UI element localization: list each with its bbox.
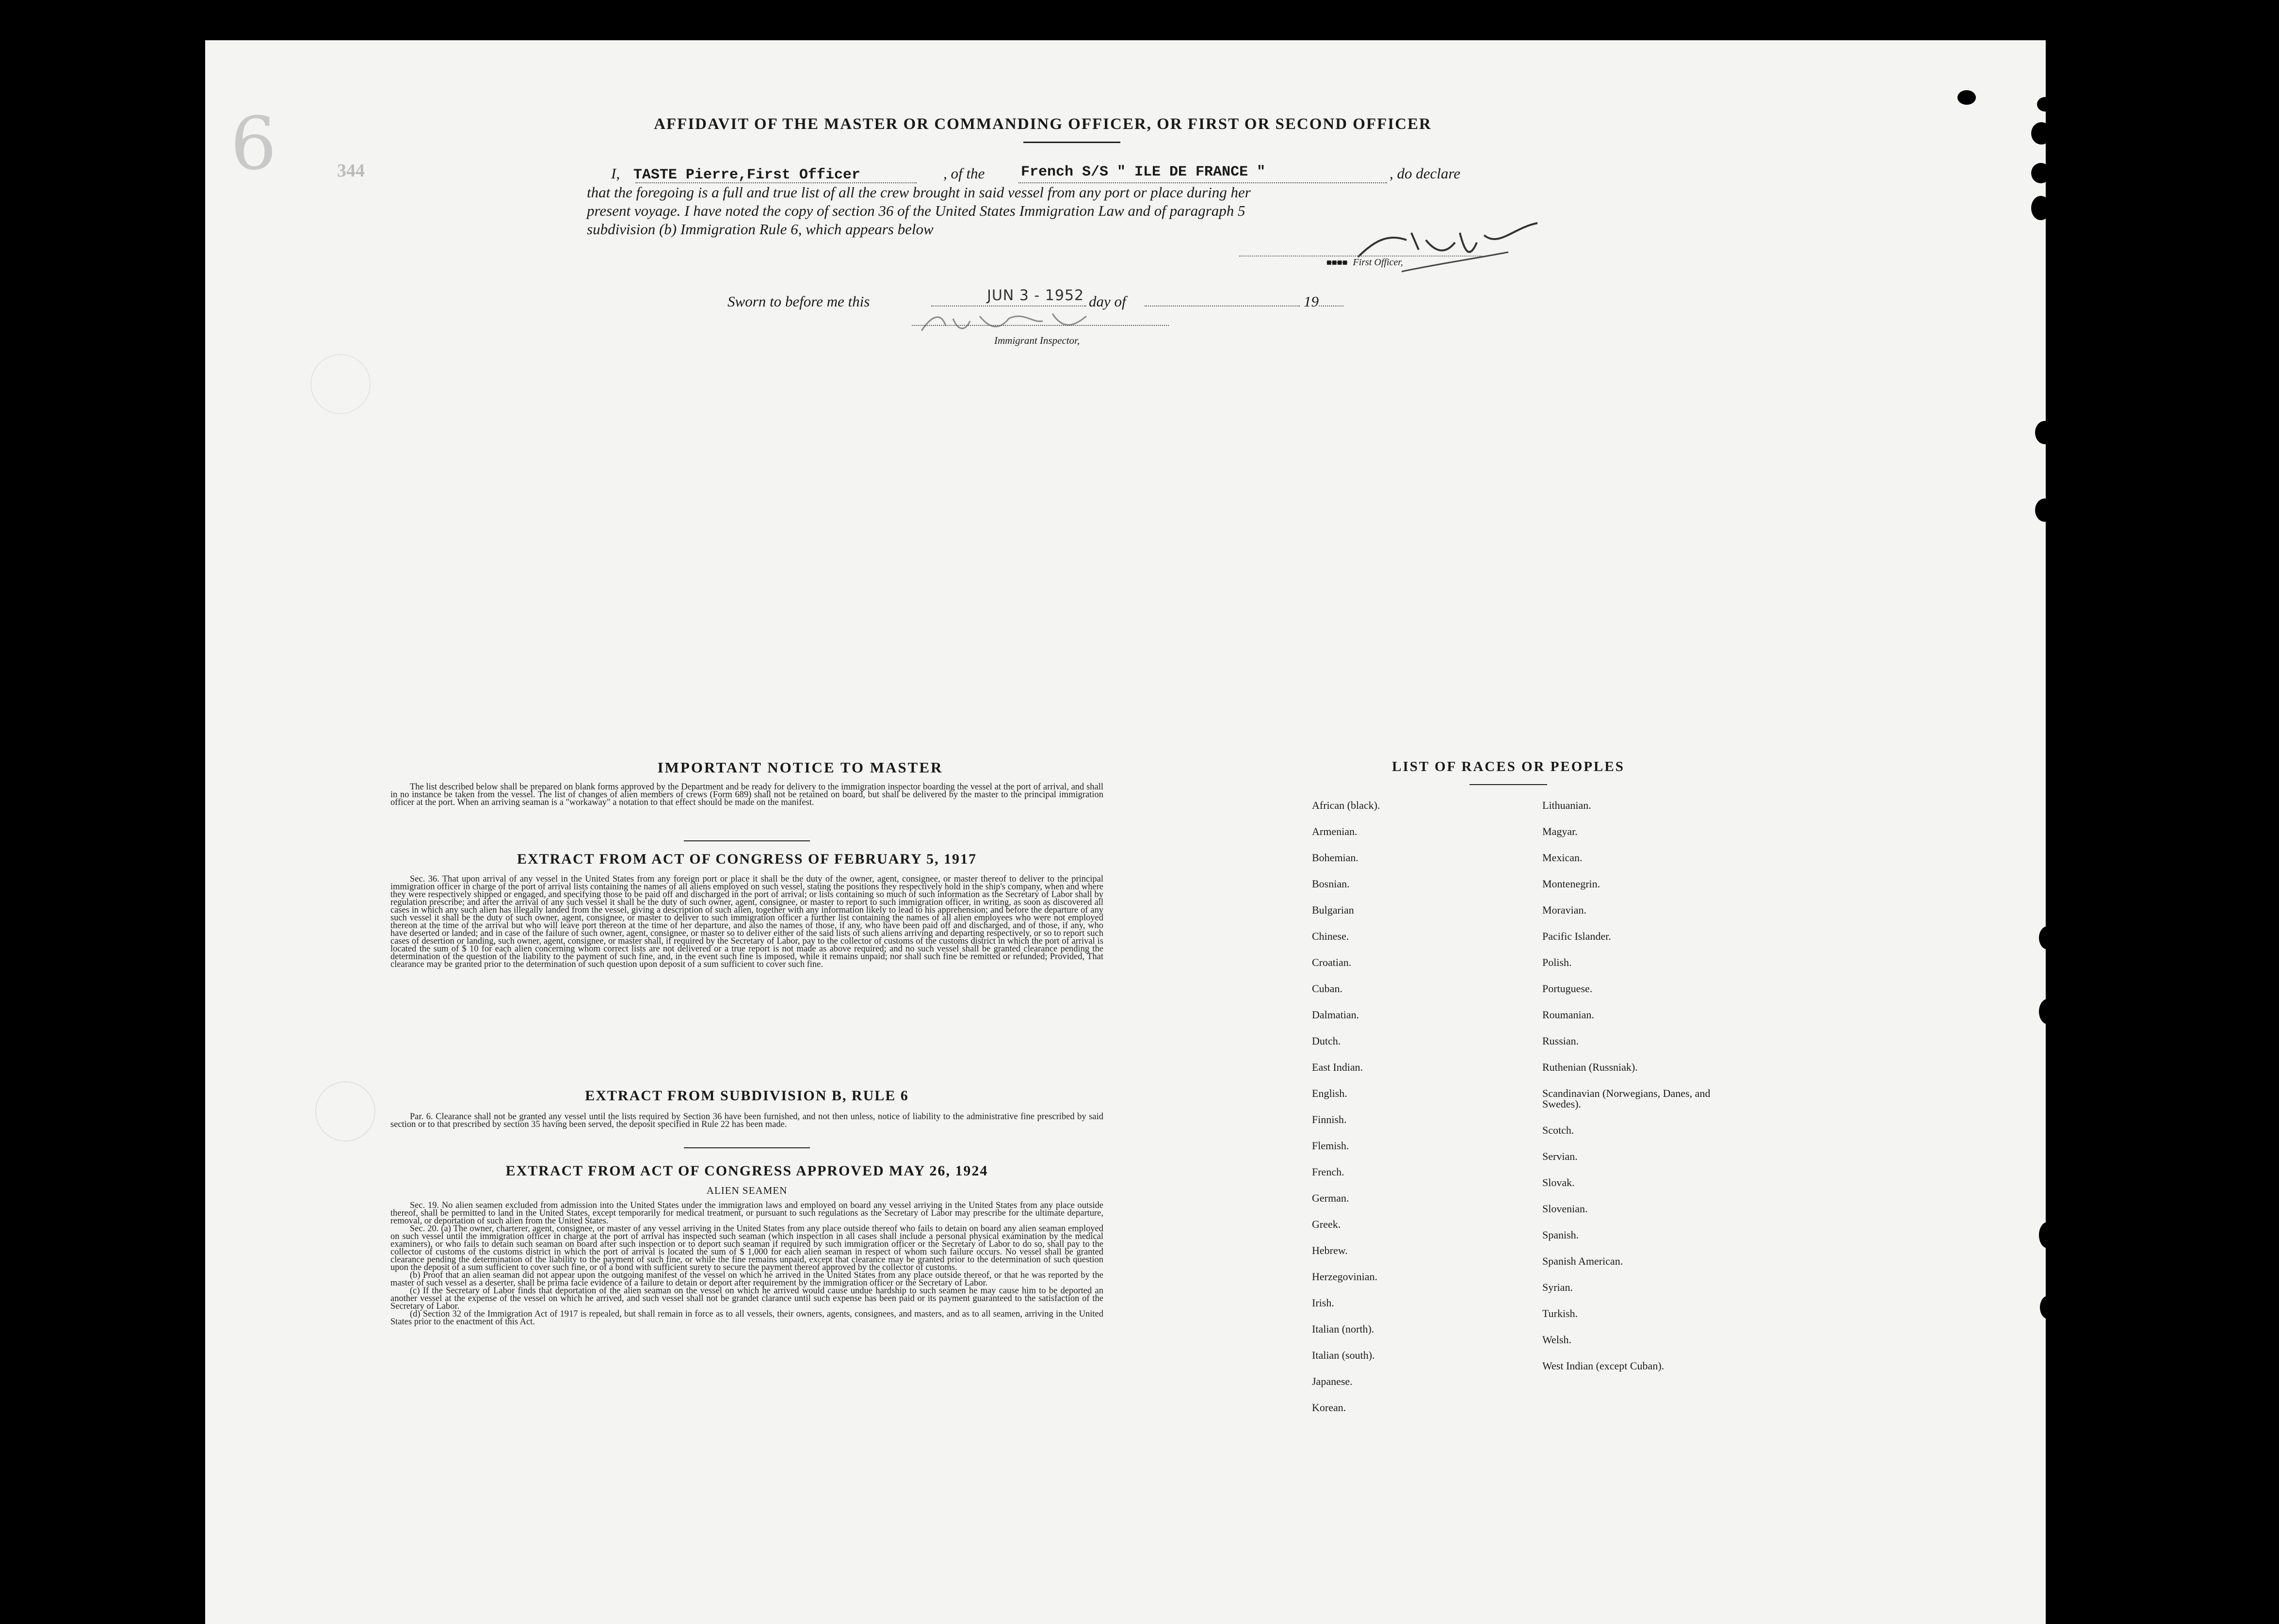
race-item: French. <box>1312 1166 1344 1178</box>
i-label: I, <box>611 165 620 182</box>
race-item: Bosnian. <box>1312 878 1350 890</box>
race-item: Welsh. <box>1542 1334 1571 1346</box>
race-item: German. <box>1312 1192 1349 1204</box>
extract1-text: Sec. 36. That upon arrival of any vessel in the United States from any foreign port or place it shall be the duty of the owner, agent, consignee, or master thereof to deliver to the principal immigration officer in charge of the port of arrival lists containing the names of all aliens employed on such vessel, stating the positions they respectively hold in the ship's company, when and where they were respectively shipped or engaged, and specifying those to be paid off and discharged in the port of arrival; or lists containing so much of such information as the Secretary of Labor shall by regulation prescribe; and after the arrival of any such vessel it shall be the duty of such owner, agent, consignee, or master to report to such immigration officer, in writing, as soon as discovered all cases in which any such alien has illegally landed from the vessel, giving a description of such alien, together with any information likely to lead to his apprehension; and before the departure of any such vessel it shall be the duty of such owner, agent, consignee, or master to deliver to such immigration officer a further list containing the names of all alien employees who were not employed thereon at the time of the arrival but who will leave port thereon at the time of her departure, and also the names of those, if any, who have been paid off and discharged, and of those, if any, who have deserted or landed; and in case of the failure of such owner, agent, consignee, or master so to deliver either of the said lists of such aliens arriving and departing respectively, or so to report such cases of desertion or landing, such owner, agent, consignee, or master shall, if required by the Secretary of Labor, pay to the collector of customs of the customs district in which the port of arrival is located the sum of $ 10 for each alien concerning whom correct lists are not delivered or a true report is not made as above required; and no such vessel shall be granted clearance pending the determination of the question of the liability to the payment of such fine, and, in the event such fine is imposed, while it remains unpaid; nor shall such fine be remitted or refunded; Provided, That clearance may be granted prior to the determination of such question upon deposit of a sum sufficient to cover such fine. <box>390 874 1103 969</box>
race-item: Greek. <box>1312 1218 1341 1230</box>
race-item: Irish. <box>1312 1297 1334 1309</box>
punch-hole <box>2035 421 2054 444</box>
sworn-label: Sworn to before me this <box>727 293 870 310</box>
race-item: Scotch. <box>1542 1124 1574 1136</box>
race-item: Roumanian. <box>1542 1009 1594 1021</box>
declaration-line-3: present voyage. I have noted the copy of section 36 of the United States Immigration Law and of paragraph 5 <box>587 202 1245 219</box>
race-item: Slovak. <box>1542 1176 1575 1189</box>
races-divider <box>1470 784 1547 785</box>
margin-page-number: 344 <box>337 161 365 181</box>
races-left-column <box>1312 800 1516 1421</box>
section-divider <box>684 1147 810 1148</box>
affidavit-title: AFFIDAVIT OF THE MASTER OR COMMANDING OFFICER, OR FIRST OR SECOND OFFICER <box>654 115 1432 133</box>
extract2-text: Par. 6. Clearance shall not be granted any vessel until the lists required by Section 36 have been furnished, and not then unless, notice of liability to the administrative fine prescribed by said section or to that prescribed by section 35 having been served, the deposit specified in Rule 22 has been made. <box>390 1112 1103 1129</box>
races-right-column <box>1542 800 1746 1421</box>
year-prefix: 19 <box>1304 293 1319 310</box>
race-item: East Indian. <box>1312 1061 1363 1073</box>
race-item: Syrian. <box>1542 1281 1573 1293</box>
embossed-seal <box>310 354 371 414</box>
extract1-body <box>390 875 1103 968</box>
race-item: Portuguese. <box>1542 982 1593 995</box>
extract2-body <box>390 1113 1103 1128</box>
race-item: Armenian. <box>1312 825 1358 837</box>
race-item: Moravian. <box>1542 904 1587 916</box>
extract3-body <box>390 1202 1103 1326</box>
signature-line <box>1239 256 1482 257</box>
race-item: Polish. <box>1542 956 1572 968</box>
notice-intro <box>390 783 1103 806</box>
race-item: Bohemian. <box>1312 852 1358 864</box>
race-item: Spanish American. <box>1542 1255 1623 1267</box>
race-item: African (black). <box>1312 799 1380 811</box>
race-item: Pacific Islander. <box>1542 930 1611 942</box>
race-item: Italian (north). <box>1312 1323 1374 1335</box>
punch-hole <box>2039 926 2056 949</box>
race-item: Slovenian. <box>1542 1203 1588 1215</box>
embossed-seal <box>315 1081 375 1142</box>
do-declare-label: , do declare <box>1390 165 1461 182</box>
race-item: Ruthenian (Russniak). <box>1542 1061 1638 1073</box>
race-item: Chinese. <box>1312 930 1349 942</box>
declaration-line-2: that the foregoing is a full and true list of all the crew brought in said vessel from any port or place during her <box>587 184 1251 201</box>
race-item: Spanish. <box>1542 1229 1579 1241</box>
extract3-title: EXTRACT FROM ACT OF CONGRESS APPROVED MAY 26, 1924 <box>505 1163 988 1179</box>
race-item: Japanese. <box>1312 1375 1353 1387</box>
race-item: Servian. <box>1542 1150 1578 1162</box>
race-item: Dutch. <box>1312 1035 1341 1047</box>
extract3-p5: (d) Section 32 of the Immigration Act of 1917 is repealed, but shall remain in force as to all vessels, their owners, agents, consignees, and masters, and as to all seamen, arriving in the United States prior to the enactment of this Act. <box>390 1309 1103 1327</box>
extract3-p4: (c) If the Secretary of Labor finds that deportation of the alien seaman on the vessel on which he arrived would cause undue hardship to such seamen he may cause him to be deported an another vessel at the expense of the vessel on which he arrived, and such vessel shall not be grandet clarance until such expense has been paid or its payment guaranteed to the satisfaction of the Secretary of Labor. <box>390 1286 1103 1311</box>
race-item: Magyar. <box>1542 825 1578 837</box>
race-item: Finnish. <box>1312 1113 1347 1126</box>
inspector-underline <box>912 325 1169 326</box>
extract3-p1: Sec. 19. No alien seamen excluded from admission into the United States under the immigration laws and employed on board any vessel arriving in the United States from any place outside thereof, shall be permitted to land in the United States, except temporarily for medical treatment, or pursuant to such regulations as the Secretary of Labor may prescribe for the ultimate departure, removal, or deportation of such alien from the United States. <box>390 1201 1103 1226</box>
punch-hole <box>2040 1296 2056 1319</box>
race-item: Scandinavian (Norwegians, Danes, and Swedes). <box>1542 1087 1711 1110</box>
extract2-title: EXTRACT FROM SUBDIVISION B, RULE 6 <box>585 1088 909 1104</box>
sworn-date-stamp: JUN 3 - 1952 <box>987 287 1084 304</box>
race-item: Dalmatian. <box>1312 1009 1359 1021</box>
race-item: Italian (south). <box>1312 1349 1375 1361</box>
race-item: Bulgarian <box>1312 904 1354 916</box>
notice-intro-text: The list described below shall be prepared on blank forms approved by the Department and be ready for delivery to the immigration inspector boarding the vessel at the port of arrival, and shall in no instance be taken from the vessel. The list of changes of alien members of crews (Form 689) shall not be retained on board, but shall be delivered by the master to the principal immigration officer at the port. When an arriving seaman is a "workaway" a notation to that effect should be made on the manifest. <box>390 782 1103 807</box>
punch-hole <box>2031 196 2051 220</box>
section-divider <box>684 840 810 841</box>
vessel-name: French S/S " ILE DE FRANCE " <box>1021 164 1266 180</box>
extract3-p3: (b) Proof that an alien seaman did not appear upon the outgoing manifest of the vessel on which he arrived in the United States from any place outside thereof, or that he was reported by the master of such vessel as a deserter, shall be prima facie evidence of a failure to detain or deport after requirement by the immigration officer or the Secretary of Labor. <box>390 1270 1103 1288</box>
punch-hole <box>2031 122 2052 145</box>
race-item: Turkish. <box>1542 1307 1578 1319</box>
race-item: Korean. <box>1312 1401 1346 1414</box>
race-item: Flemish. <box>1312 1140 1349 1152</box>
race-item: Croatian. <box>1312 956 1352 968</box>
day-of-label: day of <box>1089 293 1126 310</box>
officer-name: TASTE Pierre,First Officer <box>633 167 860 183</box>
punch-hole <box>1957 90 1976 105</box>
race-item: English. <box>1312 1087 1347 1099</box>
race-item: Montenegrin. <box>1542 878 1600 890</box>
document-page <box>205 40 2046 1624</box>
title-underline <box>1023 142 1120 143</box>
margin-number: 6 <box>230 102 277 186</box>
officer-title: First Officer, <box>1353 257 1403 268</box>
of-the-label: , of the <box>943 165 985 182</box>
punch-hole <box>2037 97 2053 112</box>
race-item: Mexican. <box>1542 852 1583 864</box>
race-item: Russian. <box>1542 1035 1579 1047</box>
declaration-line-4: subdivision (b) Immigration Rule 6, which appears below <box>587 221 934 238</box>
extract3-p2: Sec. 20. (a) The owner, charterer, agent, consignee, or master of any vessel arriving in the United States from any place outside thereof who fails to detain on board any alien seaman employed on such vessel until the immigration officer in charge at the port of arrival has inspected such seaman (which inspection in all cases shall include a personal physical examination by the medical examiners), or who fails to detain such seaman on board after such inspection or to deport such seaman if required by such immigration officer or the Secretary of Labor to do so, shall pay to the collector of customs of the customs district in which the port of arrival is located the sum of $ 1,000 for each alien seaman in respect of whom such failure occurs. No vessel shall be granted clearance pending the determination of the liability to the payment of such fine, or while the fine remains unpaid, except that clearance may be granted prior to the determination of such question upon the deposit of a sum sufficient to cover such fine, or of a bond with sufficient surety to secure the payment thereof approved by the collector of customs. <box>390 1224 1103 1272</box>
punch-hole <box>2031 163 2051 183</box>
notice-title: IMPORTANT NOTICE TO MASTER <box>657 759 943 776</box>
officer-title-label: ■■■■ First Officer, <box>1326 257 1403 268</box>
officer-signature <box>1309 213 1562 286</box>
punch-hole <box>2039 999 2056 1024</box>
race-item: Cuban. <box>1312 982 1342 995</box>
race-item: Herzegovinian. <box>1312 1270 1377 1283</box>
race-item: West Indian (except Cuban). <box>1542 1360 1665 1372</box>
races-title: LIST OF RACES OR PEOPLES <box>1392 759 1625 774</box>
extract1-title: EXTRACT FROM ACT OF CONGRESS OF FEBRUARY 5, 1917 <box>517 851 977 867</box>
extract3-subtitle: ALIEN SEAMEN <box>706 1185 788 1196</box>
punch-hole <box>2039 1222 2056 1248</box>
punch-hole <box>2035 498 2054 522</box>
inspector-label: Immigrant Inspector, <box>994 335 1080 346</box>
race-item: Lithuanian. <box>1542 799 1591 811</box>
race-item: Hebrew. <box>1312 1244 1348 1256</box>
